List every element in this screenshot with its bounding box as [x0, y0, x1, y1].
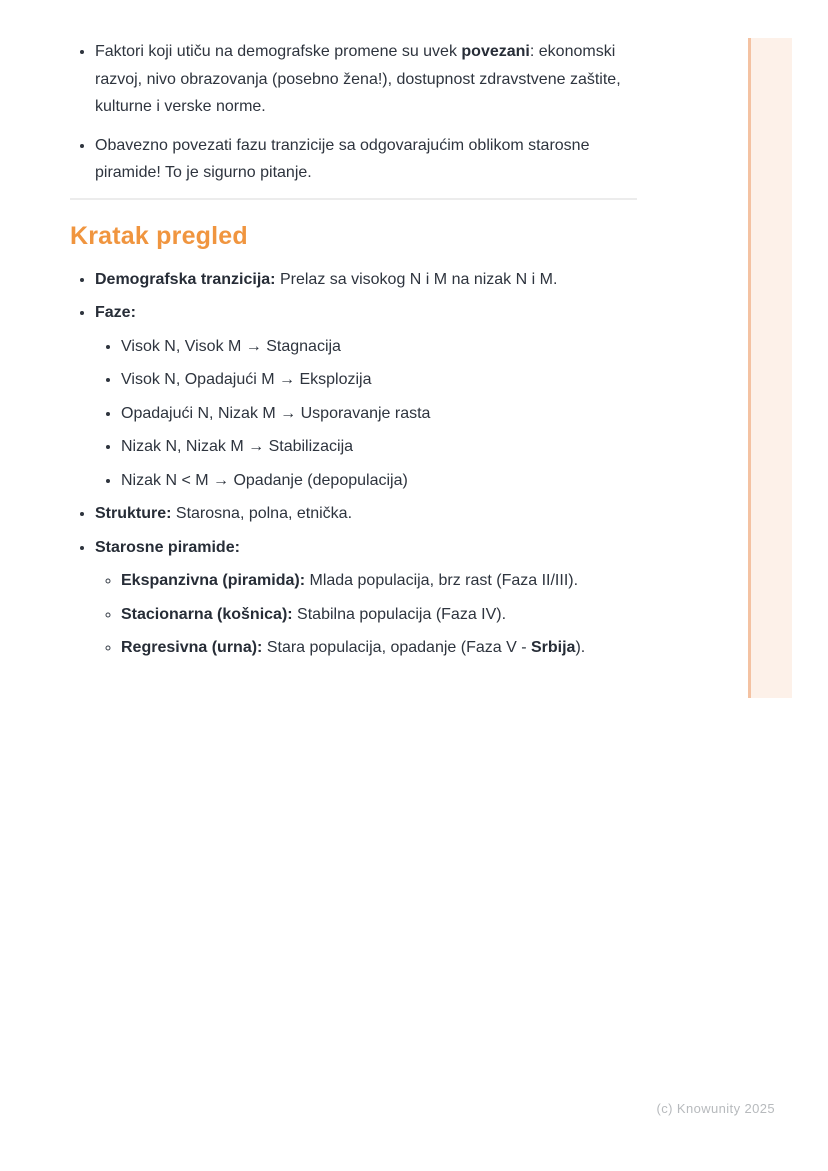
term-label: Strukture:: [95, 505, 172, 522]
summary-list: [70, 266, 642, 662]
text-segment: Visok N, Opadajući M → Eksplozija: [121, 371, 372, 388]
section-divider: [70, 198, 637, 200]
list-item: [95, 266, 642, 294]
list-item: [95, 534, 642, 662]
text-segment: Mlada populacija, brz rast (Faza II/III).: [305, 572, 579, 589]
list-item: [121, 366, 642, 394]
page-content: [70, 0, 642, 668]
term-label: Regresivna (urna):: [121, 639, 263, 656]
list-item: [95, 132, 642, 187]
term-label: Ekspanzivna (piramida):: [121, 572, 306, 589]
text-segment: Stara populacija, opadanje (Faza V -: [262, 639, 531, 656]
list-item: [121, 567, 642, 595]
bold-text: povezani: [461, 43, 530, 60]
list-item: [121, 433, 642, 461]
list-item: [121, 601, 642, 629]
bold-text: Srbija: [530, 639, 576, 656]
list-item: [121, 634, 642, 662]
piramide-sublist: [95, 567, 642, 662]
intro-list: [70, 38, 642, 187]
text-segment: ).: [575, 639, 586, 656]
text-segment: Visok N, Visok M → Stagnacija: [121, 337, 341, 355]
text-segment: Nizak N, Nizak M → Stabilizacija: [121, 438, 354, 455]
list-item: [95, 500, 642, 528]
text-segment: Stabilna populacija (Faza IV).: [292, 605, 507, 623]
list-item: [95, 299, 642, 494]
list-item: [121, 400, 642, 428]
list-item: [121, 467, 642, 495]
text-segment: Faktori koji utiču na demografske promene su uvek: [95, 43, 462, 60]
text-segment: Obavezno povezati fazu tranzicije sa odgovarajućim oblikom starosne piramide! To je sigurno pitanje.: [95, 136, 590, 181]
list-item: [121, 333, 642, 361]
term-label: Faze:: [95, 304, 136, 321]
copyright-footer: (c) Knowunity 2025: [656, 1101, 775, 1116]
term-label: Stacionarna (košnica):: [121, 605, 293, 623]
list-item: [95, 38, 642, 121]
text-segment: : ekonomski razvoj, nivo obrazovanja (posebno žena!), dostupnost zdravstvene zaštite, kulturne i verske norme.: [95, 43, 621, 115]
text-segment: Prelaz sa visokog N i M na nizak N i M.: [275, 270, 558, 288]
term-label: Demografska tranzicija:: [95, 270, 276, 288]
text-segment: Nizak N < M → Opadanje (depopulacija): [121, 471, 408, 489]
faze-sublist: [95, 333, 642, 495]
side-accent-stripe: [748, 38, 792, 698]
section-title: Kratak pregled: [70, 221, 248, 250]
text-segment: Starosna, polna, etnička.: [171, 505, 353, 522]
term-label: Starosne piramide:: [95, 538, 240, 556]
text-segment: Opadajući N, Nizak M → Usporavanje rasta: [121, 404, 431, 422]
